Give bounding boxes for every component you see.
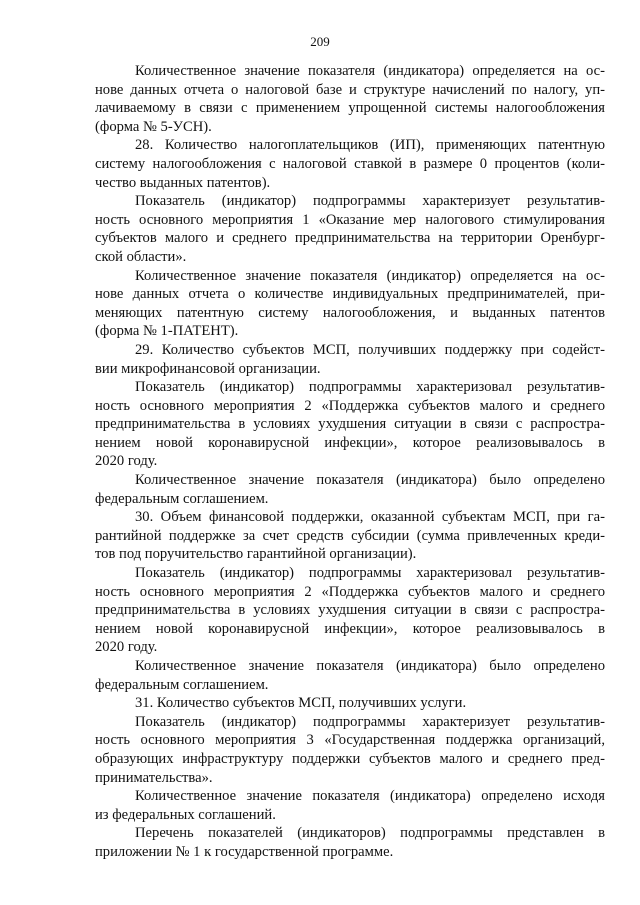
text-line: 30. Объем финансовой поддержки, оказанной субъектам МСП, при га- [135, 509, 605, 526]
text-line: Количественное значение показателя (индикатора) было определено [135, 472, 605, 489]
text-line: нове данных отчета о количестве индивидуальных предпринимателей, при- [95, 286, 605, 303]
text-line: из федеральных соглашений. [95, 806, 276, 823]
text-line: принимательства». [95, 769, 213, 786]
text-line: 29. Количество субъектов МСП, получивших поддержку при содейст- [135, 341, 605, 358]
paragraph [95, 192, 605, 266]
text-line: Количественное значение показателя (индикатора) определено исходя [135, 788, 605, 805]
text-line: субъектов малого и среднего предпринимательства на территории Оренбург- [95, 230, 605, 247]
text-line: систему налогообложения с налоговой ставкой в размере 0 процентов (коли- [95, 155, 605, 172]
text-line: Количественное значение показателя (индикатора) было определено [135, 658, 605, 674]
text-line: нением новой коронавирусной инфекции», которое реализовывалось в [95, 434, 605, 451]
text-line: вии микрофинансовой организации. [95, 360, 321, 377]
text-line: Количественное значение показателя (индикатор) определяется на ос- [135, 267, 605, 284]
text-line: рантийной поддержке за счет средств субсидии (сумма привлеченных креди- [95, 527, 605, 544]
paragraph [95, 267, 605, 341]
text-line: 31. Количество субъектов МСП, получивших услуги. [135, 695, 467, 712]
text-line: ской области». [95, 248, 187, 265]
text-line: Количественное значение показателя (индикатора) определяется на ос- [135, 63, 605, 79]
text-line: Показатель (индикатор) подпрограммы характеризовал результатив- [135, 565, 605, 582]
text-line: ность основного мероприятия 3 «Государственная поддержка организаций, [95, 732, 605, 749]
paragraph [95, 508, 605, 564]
text-line: нове данных отчета о налоговой базе и структуре начислений по налогу, уп- [95, 81, 605, 98]
text-line: тов под поручительство гарантийной организации). [95, 546, 417, 563]
paragraph [95, 694, 605, 713]
paragraph [95, 471, 605, 508]
text-line: меняющих патентную систему налогообложения, и выданных патентов [95, 304, 605, 321]
text-line: федеральным соглашением. [95, 676, 269, 693]
text-line: (форма № 1-ПАТЕНТ). [95, 323, 239, 340]
text-line: 28. Количество налогоплательщиков (ИП), применяющих патентную [135, 137, 605, 154]
text-line: Показатель (индикатор) подпрограммы характеризует результатив- [135, 713, 605, 730]
text-line: Показатель (индикатор) подпрограммы характеризовал результатив- [135, 379, 605, 396]
text-line: предпринимательства в условиях ухудшения ситуации в связи с распростра- [95, 602, 605, 619]
text-line: чество выданных патентов). [95, 174, 271, 191]
text-line: образующих инфраструктуру поддержки субъектов малого и среднего пред- [95, 750, 605, 767]
text-line: приложении № 1 к государственной программе. [95, 843, 394, 860]
text-line: (форма № 5-УСН). [95, 118, 212, 135]
text-line: ность основного мероприятия 2 «Поддержка субъектов малого и среднего [95, 583, 605, 600]
paragraph [95, 341, 605, 378]
text-line: Перечень показателей (индикаторов) подпрограммы представлен в [135, 825, 605, 842]
paragraph [95, 564, 605, 657]
paragraph [95, 824, 605, 861]
page-number: 209 [310, 34, 330, 49]
text-line: лачиваемому в связи с применением упрощенной системы налогообложения [95, 100, 605, 117]
text-line: 2020 году. [95, 639, 158, 656]
paragraph [95, 378, 605, 471]
text-line: нением новой коронавирусной инфекции», которое реализовывалось в [95, 620, 605, 637]
text-line: ность основного мероприятия 2 «Поддержка субъектов малого и среднего [95, 397, 605, 414]
paragraph [95, 713, 605, 787]
paragraph [95, 657, 605, 694]
text-line: 2020 году. [95, 453, 158, 470]
text-line: ность основного мероприятия 1 «Оказание мер налогового стимулирования [95, 211, 605, 228]
paragraph [95, 787, 605, 824]
text-line: предпринимательства в условиях ухудшения ситуации в связи с распростра- [95, 416, 605, 433]
paragraph [95, 136, 605, 192]
body-text [95, 62, 605, 862]
text-line: Показатель (индикатор) подпрограммы характеризует результатив- [135, 193, 605, 210]
paragraph [95, 62, 605, 136]
text-line: федеральным соглашением. [95, 490, 269, 507]
